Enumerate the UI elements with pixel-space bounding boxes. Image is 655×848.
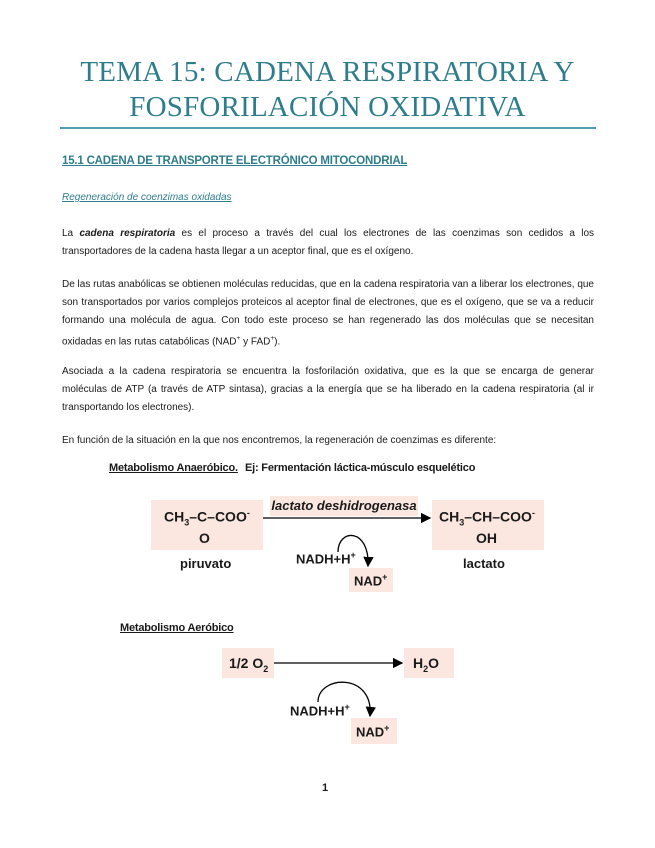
paragraph-4: En función de la situación en la que nos encontremos, la regeneración de coenzimas es diferente: xyxy=(62,435,497,446)
anaerobic-label: Metabolismo Anaeróbico. xyxy=(109,462,238,474)
page-number: 1 xyxy=(322,782,329,794)
water-formula: $H_2O$ xyxy=(413,655,440,674)
aerobic-label: Metabolismo Aeróbico xyxy=(120,622,234,634)
oxygen-formula: 1/2 $O_2$ xyxy=(229,655,269,674)
title-line-1: TEMA 15: CADENA RESPIRATORIA Y xyxy=(80,56,575,88)
subheading: Regeneración de coenzimas oxidadas xyxy=(62,192,232,203)
title-line-2: FOSFORILACIÓN OXIDATIVA xyxy=(129,91,526,123)
p1-bold-term: cadena respiratoria xyxy=(79,228,176,239)
lactate-name: lactato xyxy=(463,556,505,571)
p1-text-post: es el proceso a través del cual los electrones de las coenzimas son cedidos a los transportadores de la cadena hasta llegar a un aceptor final, que es el oxígeno. xyxy=(62,228,595,257)
p2-text-main: De las rutas anabólicas se obtienen moléculas reducidas, que en la cadena respiratoria van a liberar los electrones, que son transportados por varios complejos proteicos al aceptor final de electrones, que es el oxígeno, que se va a reducir formando una molécula de agua. Con todo este proceso se han regenerado las dos moléculas que se necesitan oxidadas en las rutas catabólicas (NAD xyxy=(62,279,594,348)
lactate-hydroxyl: OH xyxy=(476,530,497,546)
pyruvate-oxygen: O xyxy=(199,530,210,546)
p2-sup-1: + xyxy=(236,335,241,342)
anaerobic-example: Ej: Fermentación láctica-músculo esquelético xyxy=(245,462,476,474)
p2-text-mid: y FAD xyxy=(240,336,271,348)
section-heading: 15.1 CADENA DE TRANSPORTE ELECTRÓNICO MITOCONDRIAL xyxy=(62,155,408,167)
anaerobic-cofactor-arrow xyxy=(338,535,368,566)
pyruvate-name: piruvato xyxy=(180,556,232,571)
paragraph-3: Asociada a la cadena respiratoria se encuentra la fosforilación oxidativa, que es la que se encarga de generar moléculas de ATP (a través de ATP sintasa), gracias a la energía que se ha liberado en la cadena respiratoria (al ir transportando los electrones). xyxy=(62,366,594,413)
anaerobic-nad: NAD+ xyxy=(354,572,388,589)
p1-text-pre: La xyxy=(62,228,80,239)
p2-sup-2: + xyxy=(270,335,275,342)
enzyme-label: lactato deshidrogenasa xyxy=(270,496,418,516)
pyruvate-formula: $CH_3-C-COO^-$ xyxy=(164,508,250,528)
p2-text-end: ). xyxy=(274,336,281,348)
aerobic-cofactor-arrow xyxy=(318,682,370,716)
lactate-formula: $CH_3-CH-COO^-$ xyxy=(439,508,535,528)
aerobic-nad: NAD+ xyxy=(356,723,390,740)
anaerobic-nadh: NADH+H+ xyxy=(296,550,356,567)
aerobic-nadh: NADH+H+ xyxy=(290,702,350,719)
